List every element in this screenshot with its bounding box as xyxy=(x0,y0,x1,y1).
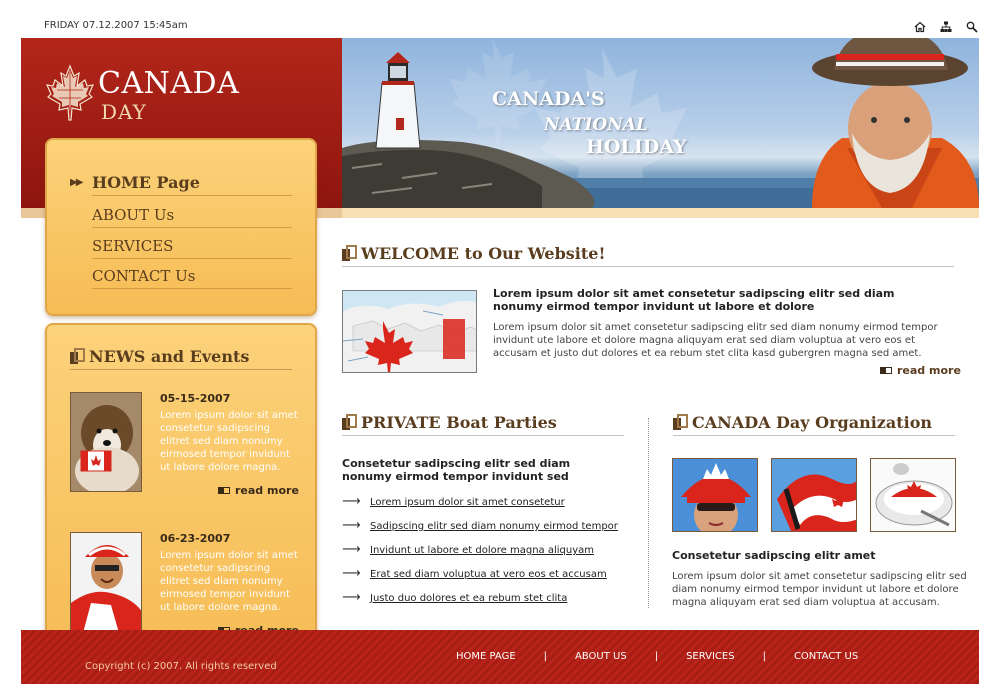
read-more-link[interactable] xyxy=(218,484,299,497)
read-more-label: read more xyxy=(235,484,299,497)
news-text: Lorem ipsum dolor sit amet consetetur sadipscing elitret sed diam nonumy eirmosed tempor invidunt ut labore dolore magna. xyxy=(160,550,298,613)
news-date: 05-15-2007 xyxy=(160,392,231,405)
search-icon[interactable] xyxy=(966,18,978,30)
logo-subtitle: DAY xyxy=(101,100,147,124)
double-arrow-icon: ▶▶ xyxy=(70,177,82,188)
nav-item-services[interactable] xyxy=(92,233,292,259)
section-bullet-icon xyxy=(342,414,353,430)
flag-cake-image[interactable] xyxy=(870,458,956,532)
dog-with-flag-image[interactable] xyxy=(70,392,142,492)
footer-separator: | xyxy=(543,651,548,662)
canada-map-image[interactable] xyxy=(342,290,477,373)
fan-with-flag-hat-image[interactable] xyxy=(70,532,142,632)
arrow-right-icon: ⟶ xyxy=(342,542,361,557)
nav-item-contact[interactable] xyxy=(92,263,292,289)
footer-separator: | xyxy=(762,651,766,662)
logo-title: CANADA xyxy=(98,66,240,101)
nav-panel xyxy=(45,138,317,316)
arrow-right-icon: ⟶ xyxy=(342,494,361,509)
footer-link-services[interactable]: SERVICES xyxy=(686,651,735,662)
hero-line-1: CANADA'S xyxy=(492,88,605,110)
girl-with-flag-hat-image[interactable] xyxy=(672,458,758,532)
news-text: Lorem ipsum dolor sit amet consetetur sadipscing elitret sed diam nonumy eirmosed tempor invidunt ut labore dolore magna. xyxy=(160,410,298,473)
hero-line-3: HOLIDAY xyxy=(586,136,687,158)
flag-wave-image[interactable] xyxy=(771,458,857,532)
footer-separator: | xyxy=(654,651,659,662)
list-link[interactable]: Lorem ipsum dolor sit amet consetetur xyxy=(370,497,565,508)
boat-intro: Consetetur sadipscing elitr sed diam nonumy eirmod tempor invidunt sed xyxy=(342,457,571,483)
footer-link-about[interactable]: ABOUT US xyxy=(575,651,627,662)
footer-nav xyxy=(456,651,858,662)
section-bullet-icon xyxy=(342,245,353,261)
section-bullet-icon xyxy=(70,348,81,364)
hero-banner xyxy=(342,38,979,208)
news-heading-text: NEWS and Events xyxy=(89,347,250,366)
org-heading xyxy=(673,413,955,436)
arrow-right-icon: ⟶ xyxy=(342,518,361,533)
home-icon[interactable] xyxy=(914,18,926,30)
footer-link-contact[interactable]: CONTACT US xyxy=(793,651,859,662)
arrow-right-icon: ⟶ xyxy=(342,590,361,605)
news-heading xyxy=(70,347,292,370)
boat-heading-text: PRIVATE Boat Parties xyxy=(361,413,557,432)
nav-item-label: SERVICES xyxy=(92,237,174,255)
org-intro: Consetetur sadipscing elitr amet xyxy=(672,549,876,562)
nav-item-label: CONTACT Us xyxy=(92,267,196,285)
welcome-heading xyxy=(342,244,954,267)
welcome-heading-text: WELCOME to Our Website! xyxy=(361,244,606,263)
org-body: Lorem ipsum dolor sit amet consetetur sadipscing elitr sed diam nonumy eirmod tempor invidunt ut labore et dolore magna aliquyam erat sed diam voluptua at accusam. xyxy=(672,571,967,608)
date-display: FRIDAY 07.12.2007 15:45am xyxy=(44,20,188,31)
hero-illustration xyxy=(342,38,979,208)
nav-item-label: ABOUT Us xyxy=(92,206,175,224)
nav-item-about[interactable] xyxy=(92,202,292,228)
top-icon-bar xyxy=(914,18,978,30)
welcome-read-more-link[interactable] xyxy=(880,364,961,377)
arrow-right-icon: ⟶ xyxy=(342,566,361,581)
copyright-text: Copyright (c) 2007. All rights reserved xyxy=(85,661,277,672)
news-date: 06-23-2007 xyxy=(160,532,231,545)
hero-line-2: NATIONAL xyxy=(544,115,648,135)
org-heading-text: CANADA Day Organization xyxy=(692,413,933,432)
read-more-icon xyxy=(880,367,892,374)
list-link[interactable]: Invidunt ut labore et dolore magna aliquyam xyxy=(370,545,594,556)
read-more-label: read more xyxy=(897,364,961,377)
boat-heading xyxy=(342,413,624,436)
footer-link-home[interactable]: HOME PAGE xyxy=(456,651,516,662)
list-link[interactable]: Sadipscing elitr sed diam nonumy eirmod tempor xyxy=(370,521,618,532)
maple-leaf-icon xyxy=(45,64,95,122)
nav-item-label: HOME Page xyxy=(92,173,200,192)
read-more-icon xyxy=(218,487,230,494)
section-bullet-icon xyxy=(673,414,684,430)
list-link[interactable]: Justo duo dolores et ea rebum stet clita xyxy=(370,593,568,604)
list-link[interactable]: Erat sed diam voluptua at vero eos et accusam xyxy=(370,569,607,580)
nav-item-home[interactable] xyxy=(70,170,292,196)
column-divider xyxy=(648,418,649,608)
news-panel xyxy=(45,323,317,656)
welcome-intro: Lorem ipsum dolor sit amet consetetur sadipscing elitr sed diam nonumy eirmod tempor invidunt ut labore et dolore xyxy=(493,287,895,313)
welcome-body: Lorem ipsum dolor sit amet consetetur sadipscing elitr sed diam nonumy eirmod tempor invidunt ute labore et dolore magna aliquyam erat sed diam voluptua at vero eos et accusam et justo dut dolores et ea rebum stet clita kasd gubergren magna sed amet. xyxy=(493,322,938,359)
sitemap-icon[interactable] xyxy=(940,18,952,30)
